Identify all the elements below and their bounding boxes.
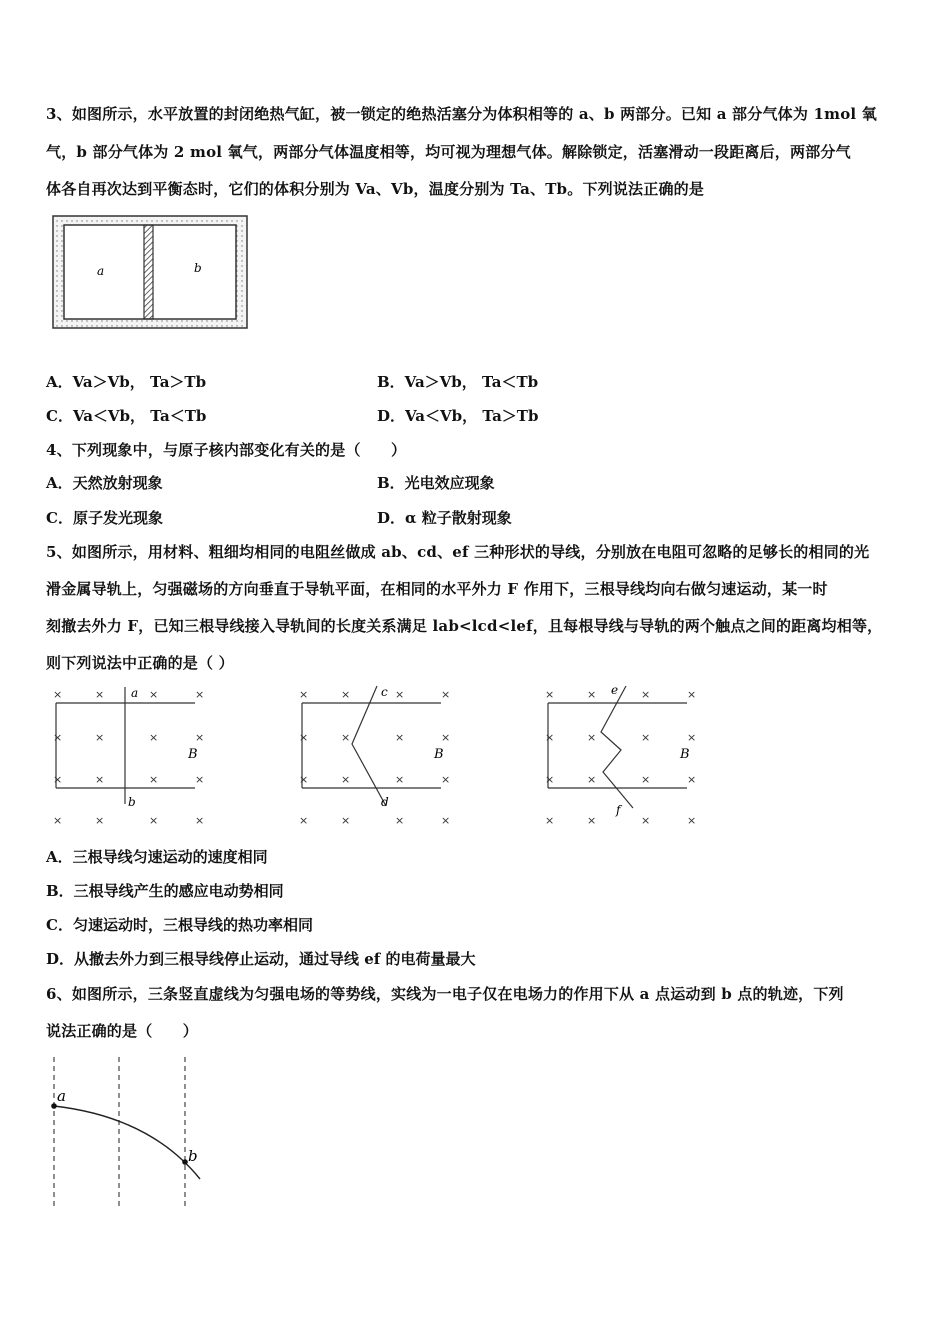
- q6-stem-line-2: 说法正确的是（ ）: [46, 1022, 199, 1040]
- piston: [144, 225, 153, 319]
- svg-text:×: ×: [395, 731, 405, 744]
- svg-text:×: ×: [341, 688, 351, 701]
- svg-text:×: ×: [341, 731, 351, 744]
- svg-text:×: ×: [195, 688, 205, 701]
- svg-text:×: ×: [441, 773, 451, 786]
- svg-text:×: ×: [53, 814, 63, 827]
- svg-text:×: ×: [195, 773, 205, 786]
- svg-text:×: ×: [149, 731, 159, 744]
- svg-text:×: ×: [95, 814, 105, 827]
- svg-text:×: ×: [641, 731, 651, 744]
- q3-option-a: A．Va＞Vb， Ta＞Tb: [46, 373, 207, 391]
- q4-option-c: C．原子发光现象: [46, 509, 163, 527]
- electron-trajectory: [54, 1106, 200, 1179]
- svg-text:B: B: [680, 747, 690, 762]
- svg-text:×: ×: [641, 773, 651, 786]
- svg-text:×: ×: [149, 688, 159, 701]
- q4-option-a: A．天然放射现象: [46, 474, 163, 492]
- q5-option-a: A．三根导线匀速运动的速度相同: [46, 848, 268, 866]
- point-a: [51, 1103, 57, 1109]
- svg-text:×: ×: [687, 731, 697, 744]
- q5-stem-line-3: 刻撤去外力 F，已知三根导线接入导轨间的长度关系满足 lab<lcd<lef，且每根导线与导轨的两个触点之间的距离均相等，: [46, 617, 883, 635]
- svg-text:×: ×: [299, 731, 309, 744]
- svg-text:×: ×: [587, 814, 597, 827]
- q5-option-d: D．从撤去外力到三根导线停止运动，通过导线 ef 的电荷量最大: [46, 950, 476, 968]
- svg-text:×: ×: [341, 814, 351, 827]
- q6-field-figure: [40, 1055, 210, 1210]
- svg-text:×: ×: [587, 688, 597, 701]
- svg-text:×: ×: [149, 814, 159, 827]
- svg-text:×: ×: [587, 731, 597, 744]
- svg-text:×: ×: [95, 731, 105, 744]
- svg-text:×: ×: [687, 814, 697, 827]
- svg-text:×: ×: [95, 688, 105, 701]
- q3-option-b: B．Va＞Vb， Ta＜Tb: [377, 373, 539, 391]
- magnetic-field-crosses: [545, 688, 696, 827]
- svg-text:b: b: [188, 1147, 198, 1165]
- svg-text:a: a: [131, 686, 139, 700]
- svg-text:f: f: [616, 803, 621, 817]
- q3-stem-line-3: 体各自再次达到平衡态时，它们的体积分别为 Va、Vb，温度分别为 Ta、Tb。下列说法正确的是: [46, 180, 705, 198]
- q4-option-d: D．α 粒子散射现象: [377, 509, 512, 527]
- svg-text:×: ×: [53, 688, 63, 701]
- svg-text:×: ×: [545, 731, 555, 744]
- svg-text:B: B: [434, 747, 444, 762]
- svg-text:×: ×: [395, 688, 405, 701]
- svg-text:a: a: [57, 1087, 66, 1105]
- q3-stem-line-2: 气，b 部分气体为 2 mol 氧气，两部分气体温度相等，均可视为理想气体。解除锁定，活塞滑动一段距离后，两部分气: [46, 143, 851, 161]
- label-b: b: [194, 261, 202, 275]
- svg-text:×: ×: [545, 688, 555, 701]
- q5-figure-ef: [537, 684, 707, 829]
- svg-text:×: ×: [299, 773, 309, 786]
- svg-text:×: ×: [299, 814, 309, 827]
- svg-text:b: b: [128, 795, 136, 809]
- svg-text:×: ×: [395, 773, 405, 786]
- svg-text:×: ×: [641, 814, 651, 827]
- svg-text:×: ×: [341, 773, 351, 786]
- svg-text:×: ×: [545, 814, 555, 827]
- svg-text:×: ×: [687, 773, 697, 786]
- svg-text:×: ×: [53, 773, 63, 786]
- svg-text:×: ×: [195, 731, 205, 744]
- q5-stem-line-4: 则下列说法中正确的是（ ）: [46, 654, 234, 672]
- q6-stem-line-1: 6、如图所示，三条竖直虚线为匀强电场的等势线，实线为一电子仅在电场力的作用下从 a 点运动到 b 点的轨迹，下列: [46, 985, 844, 1003]
- magnetic-field-crosses: [299, 688, 450, 827]
- svg-text:×: ×: [441, 814, 451, 827]
- wire-ef: [601, 686, 633, 808]
- label-a: a: [97, 264, 105, 278]
- svg-text:×: ×: [149, 773, 159, 786]
- q5-option-c: C．匀速运动时，三根导线的热功率相同: [46, 916, 313, 934]
- q3-option-c: C．Va＜Vb， Ta＜Tb: [46, 407, 207, 425]
- svg-text:×: ×: [641, 688, 651, 701]
- svg-text:c: c: [381, 685, 388, 699]
- q5-option-b: B．三根导线产生的感应电动势相同: [46, 882, 284, 900]
- q3-cylinder-figure: [50, 214, 250, 330]
- q5-figure-cd: [291, 684, 461, 829]
- svg-text:×: ×: [587, 773, 597, 786]
- svg-text:×: ×: [687, 688, 697, 701]
- svg-text:×: ×: [53, 731, 63, 744]
- q4-option-b: B．光电效应现象: [377, 474, 495, 492]
- svg-text:×: ×: [545, 773, 555, 786]
- q4-stem: 4、下列现象中，与原子核内部变化有关的是（ ）: [46, 441, 407, 459]
- q5-figure-ab: [45, 684, 215, 829]
- svg-text:×: ×: [441, 731, 451, 744]
- q5-stem-line-2: 滑金属导轨上，匀强磁场的方向垂直于导轨平面，在相同的水平外力 F 作用下，三根导线均向右做匀速运动，某一时: [46, 580, 828, 598]
- svg-text:B: B: [188, 747, 198, 762]
- point-b: [182, 1159, 188, 1165]
- svg-text:×: ×: [441, 688, 451, 701]
- svg-text:e: e: [611, 683, 619, 697]
- svg-text:d: d: [381, 795, 389, 809]
- q3-option-d: D．Va＜Vb， Ta＞Tb: [377, 407, 539, 425]
- svg-text:×: ×: [395, 814, 405, 827]
- svg-text:×: ×: [195, 814, 205, 827]
- svg-text:×: ×: [299, 688, 309, 701]
- q5-stem-line-1: 5、如图所示，用材料、粗细均相同的电阻丝做成 ab、cd、ef 三种形状的导线，分别放在电阻可忽略的足够长的相同的光: [46, 543, 870, 561]
- q3-stem-line-1: 3、如图所示，水平放置的封闭绝热气缸，被一锁定的绝热活塞分为体积相等的 a、b 两部分。已知 a 部分气体为 1mol 氧: [46, 105, 877, 123]
- svg-text:×: ×: [95, 773, 105, 786]
